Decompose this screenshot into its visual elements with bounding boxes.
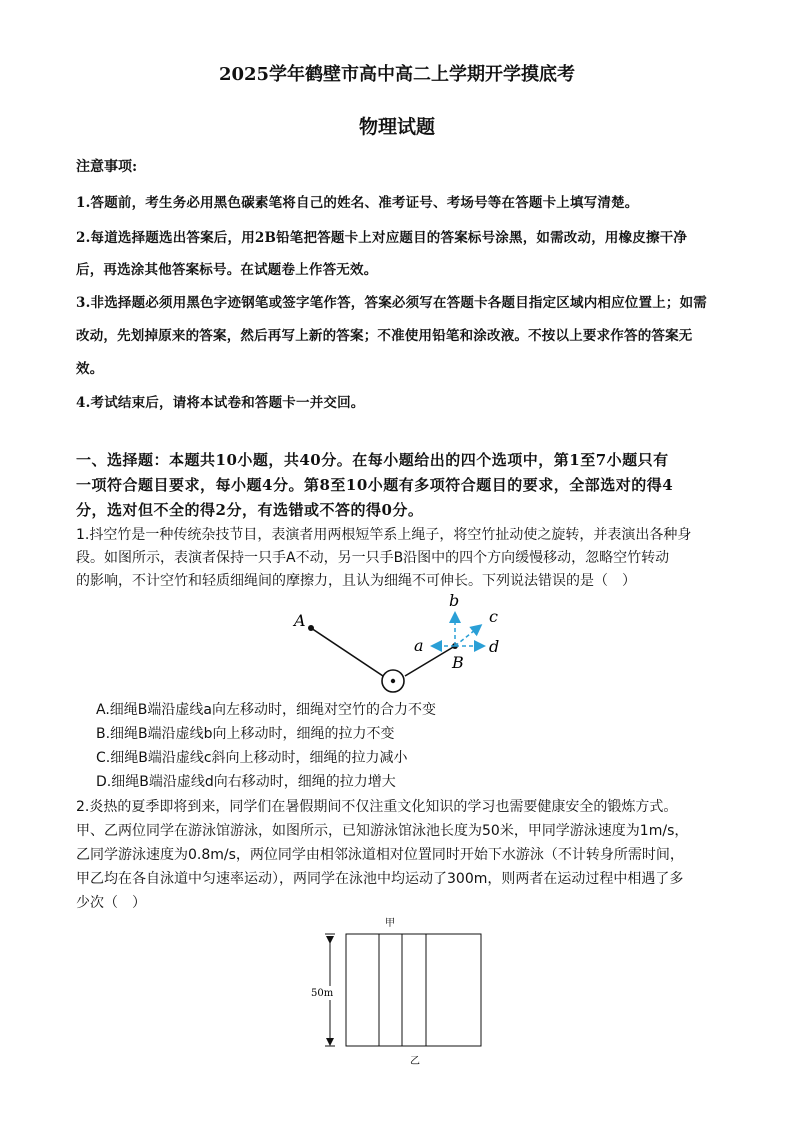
notice-line: 3.非选择题必须用黑色字迹钢笔或签字笔作答，答案必须写在答题卡各题目指定区域内相应位置上；如需 (76, 295, 707, 311)
option-b: B.细绳B端沿虚线b向上移动时，细绳的拉力不变 (96, 726, 395, 742)
question-2-line: 甲、乙两位同学在游泳馆游泳，如图所示，已知游泳馆泳池长度为50米，甲同学游泳速度为1m/s， (76, 823, 689, 839)
section-instruction-line: 分，选对但不全的得2分，有选错或不答的得0分。 (76, 501, 424, 519)
pool-length-label: 50m (311, 988, 334, 999)
question-2-line: 少次（ ） (76, 895, 146, 911)
label-d: d (489, 637, 500, 656)
notice-line: 2.每道选择题选出答案后，用2B铅笔把答题卡上对应题目的答案标号涂黑，如需改动，用橡皮擦干净 (76, 230, 688, 246)
option-a: A.细绳B端沿虚线a向左移动时，细绳对空竹的合力不变 (96, 702, 436, 718)
label-A: A (294, 611, 306, 630)
diabolo-figure (280, 588, 520, 696)
option-c: C.细绳B端沿虚线c斜向上移动时，细绳的拉力减小 (96, 750, 408, 766)
pool-top-label: 甲 (385, 918, 395, 929)
question-2-line: 甲乙均在各自泳道中匀速率运动），两同学在泳池中均运动了300m，则两者在运动过程中相遇了多 (76, 871, 684, 887)
label-a: a (414, 636, 424, 655)
notice-line: 后，再选涂其他答案标号。在试题卷上作答无效。 (76, 262, 378, 278)
section-instruction-line: 一、选择题：本题共10小题，共40分。在每小题给出的四个选项中，第1至7小题只有 (76, 451, 669, 469)
question-2-line: 乙同学游泳速度为0.8m/s，两位同学由相邻泳道相对位置同时开始下水游泳（不计转身所需时间， (76, 847, 684, 863)
notice-line: 1.答题前，考生务必用黑色碳素笔将自己的姓名、准考证号、考场号等在答题卡上填写清楚。 (76, 195, 639, 211)
exam-title: 2025学年鹤壁市高中高二上学期开学摸底考 (218, 64, 576, 85)
question-2-line: 2.炎热的夏季即将到来，同学们在暑假期间不仅注重文化知识的学习也需要健康安全的锻炼方式。 (76, 799, 678, 815)
question-1-line: 段。如图所示，表演者保持一只手A不动，另一只手B沿图中的四个方向缓慢移动，忽略空竹转动 (76, 550, 670, 566)
option-d: D.细绳B端沿虚线d向右移动时，细绳的拉力增大 (96, 774, 396, 790)
exam-subtitle: 物理试题 (358, 116, 435, 138)
notice-line: 改动，先划掉原来的答案，然后再写上新的答案；不准使用铅笔和涂改液。不按以上要求作答的答案无 (76, 328, 693, 344)
notice-heading: 注意事项: (76, 159, 138, 175)
question-1-line: 的影响，不计空竹和轻质细绳间的摩擦力，且认为细绳不可伸长。下列说法错误的是（ ） (76, 573, 636, 589)
label-b: b (449, 591, 460, 610)
notice-line: 4.考试结束后，请将本试卷和答题卡一并交回。 (76, 395, 365, 411)
notice-line: 效。 (76, 361, 104, 377)
question-1-line: 1.抖空竹是一种传统杂技节目，表演者用两根短竿系上绳子，将空竹扯动使之旋转，并表演出各种身 (76, 527, 692, 543)
section-instruction-line: 一项符合题目要求，每小题4分。第8至10小题有多项符合题目的要求，全部选对的得4 (76, 476, 674, 494)
label-B: B (452, 653, 464, 672)
pool-bottom-label: 乙 (410, 1056, 420, 1067)
pool-figure (305, 912, 495, 1072)
label-c: c (489, 607, 498, 626)
